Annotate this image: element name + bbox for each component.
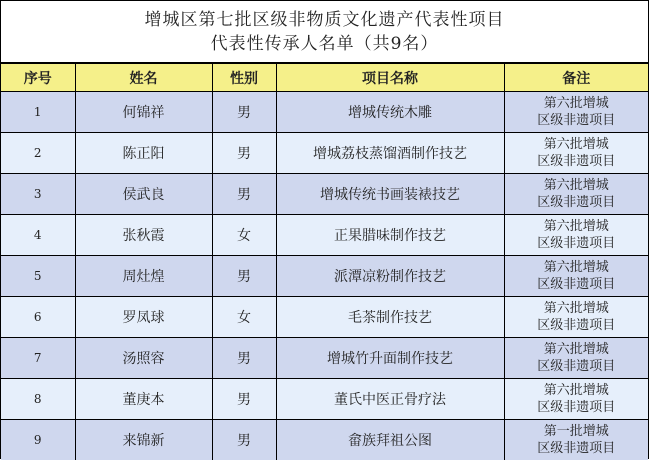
- header-row: [1, 64, 648, 92]
- note-line-1: 第六批增城: [505, 259, 649, 276]
- cell-gender: 男: [212, 338, 276, 379]
- note-line-1: 第六批增城: [505, 382, 649, 399]
- cell-index: 5: [1, 256, 75, 297]
- cell-project: 董氏中医正骨疗法: [276, 379, 504, 420]
- note-line-2: 区级非遗项目: [505, 112, 649, 129]
- note-line-2: 区级非遗项目: [505, 235, 649, 252]
- table-row: [1, 256, 648, 297]
- table-row: [1, 297, 648, 338]
- note-line-2: 区级非遗项目: [505, 399, 649, 416]
- note-line-1: 第六批增城: [505, 341, 649, 358]
- table-row: [1, 174, 648, 215]
- table-row: [1, 379, 648, 420]
- cell-note: [504, 174, 648, 215]
- cell-project: 正果腊味制作技艺: [276, 215, 504, 256]
- cell-gender: 女: [212, 215, 276, 256]
- cell-name: 罗凤球: [75, 297, 212, 338]
- table-row: [1, 133, 648, 174]
- cell-gender: 男: [212, 92, 276, 133]
- cell-note: [504, 92, 648, 133]
- cell-name: 周灶煌: [75, 256, 212, 297]
- cell-index: 8: [1, 379, 75, 420]
- header-index: 序号: [1, 64, 75, 92]
- cell-project: 毛茶制作技艺: [276, 297, 504, 338]
- cell-index: 9: [1, 420, 75, 460]
- cell-project: 增城荔枝蒸馏酒制作技艺: [276, 133, 504, 174]
- note-line-1: 第六批增城: [505, 218, 649, 235]
- note-line-1: 第一批增城: [505, 423, 649, 440]
- cell-name: 何锦祥: [75, 92, 212, 133]
- cell-name: 董庚本: [75, 379, 212, 420]
- title-line-1: 增城区第七批区级非物质文化遗产代表性项目: [145, 8, 505, 32]
- table-title: [1, 1, 648, 63]
- inheritor-table: [1, 63, 648, 460]
- cell-name: 侯武良: [75, 174, 212, 215]
- cell-note: [504, 215, 648, 256]
- cell-project: 派潭凉粉制作技艺: [276, 256, 504, 297]
- cell-project: 畲族拜祖公图: [276, 420, 504, 460]
- cell-gender: 男: [212, 133, 276, 174]
- header-gender: 性别: [212, 64, 276, 92]
- table-row: [1, 92, 648, 133]
- cell-project: 增城传统书画装裱技艺: [276, 174, 504, 215]
- header-note: 备注: [504, 64, 648, 92]
- cell-name: 来锦新: [75, 420, 212, 460]
- table-row: [1, 420, 648, 460]
- header-project: 项目名称: [276, 64, 504, 92]
- note-line-1: 第六批增城: [505, 136, 649, 153]
- cell-note: [504, 338, 648, 379]
- cell-index: 4: [1, 215, 75, 256]
- cell-gender: 女: [212, 297, 276, 338]
- cell-gender: 男: [212, 379, 276, 420]
- note-line-2: 区级非遗项目: [505, 153, 649, 170]
- cell-note: [504, 256, 648, 297]
- cell-name: 汤照容: [75, 338, 212, 379]
- note-line-2: 区级非遗项目: [505, 317, 649, 334]
- cell-note: [504, 420, 648, 460]
- note-line-2: 区级非遗项目: [505, 276, 649, 293]
- note-line-1: 第六批增城: [505, 177, 649, 194]
- table-row: [1, 215, 648, 256]
- title-line-2: 代表性传承人名单（共9名）: [211, 32, 439, 56]
- cell-index: 1: [1, 92, 75, 133]
- cell-index: 7: [1, 338, 75, 379]
- cell-gender: 男: [212, 420, 276, 460]
- cell-gender: 男: [212, 256, 276, 297]
- cell-index: 6: [1, 297, 75, 338]
- cell-name: 陈正阳: [75, 133, 212, 174]
- note-line-1: 第六批增城: [505, 300, 649, 317]
- cell-note: [504, 297, 648, 338]
- table-row: [1, 338, 648, 379]
- cell-note: [504, 379, 648, 420]
- cell-project: 增城竹升面制作技艺: [276, 338, 504, 379]
- cell-gender: 男: [212, 174, 276, 215]
- cell-note: [504, 133, 648, 174]
- cell-index: 3: [1, 174, 75, 215]
- note-line-2: 区级非遗项目: [505, 358, 649, 375]
- note-line-2: 区级非遗项目: [505, 440, 649, 457]
- note-line-1: 第六批增城: [505, 95, 649, 112]
- note-line-2: 区级非遗项目: [505, 194, 649, 211]
- header-name: 姓名: [75, 64, 212, 92]
- cell-index: 2: [1, 133, 75, 174]
- cell-project: 增城传统木雕: [276, 92, 504, 133]
- cell-name: 张秋霞: [75, 215, 212, 256]
